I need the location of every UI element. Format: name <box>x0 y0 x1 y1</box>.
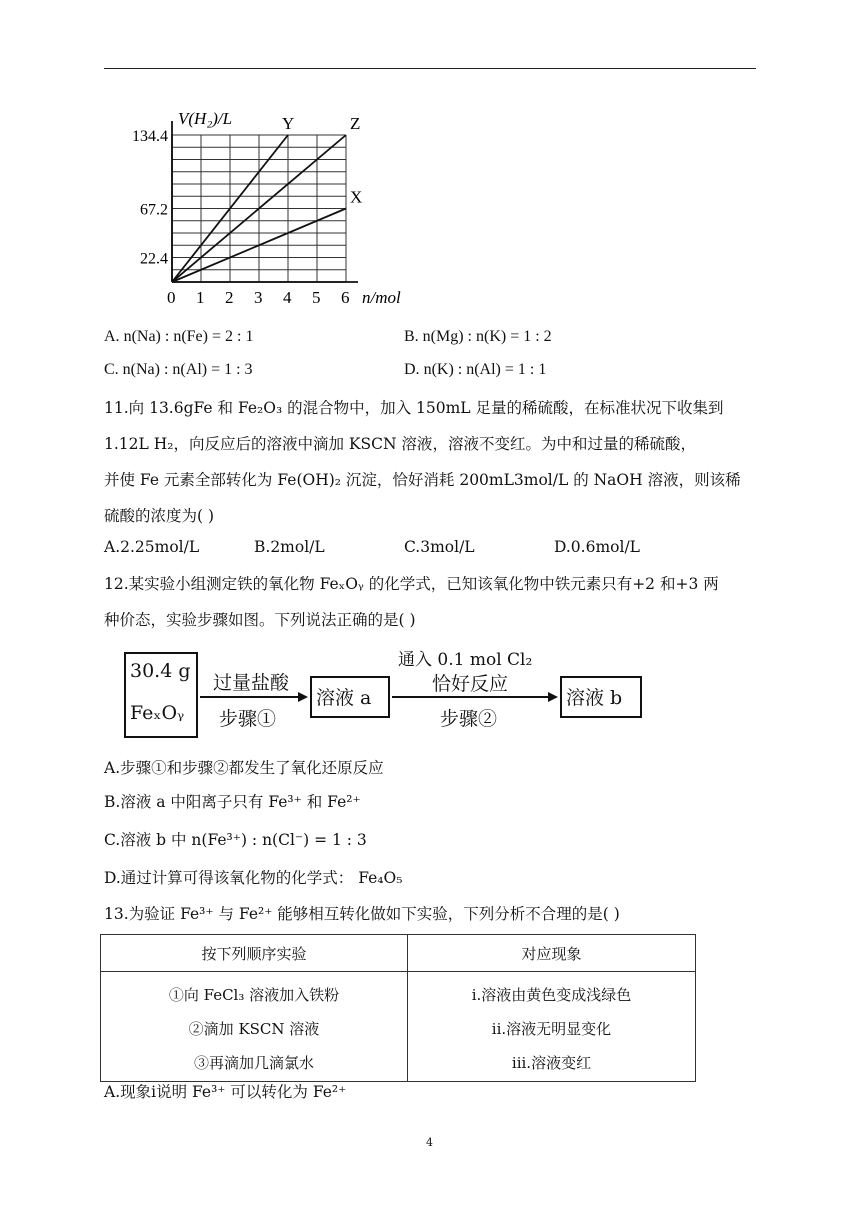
q13-phenomenon: ii.溶液无明显变化 <box>491 1020 612 1038</box>
q11-line2: 1.12L H₂，向反应后的溶液中滴加 KSCN 溶液，溶液不变红。为中和过量的稀硫酸， <box>104 435 696 453</box>
x-tick-label: 4 <box>283 288 292 307</box>
diagram-arrow1-step: 步骤① <box>219 708 277 730</box>
q11-option-a: A.2.25mol/L <box>104 538 200 556</box>
diagram-solution-b: 溶液 b <box>566 687 623 709</box>
q13-header-steps: 按下列顺序实验 <box>101 935 408 972</box>
q11-line3: 并使 Fe 元素全部转化为 Fe(OH)₂ 沉淀，恰好消耗 200mL3mol/L 的 NaOH 溶液，则该稀 <box>104 471 741 489</box>
q10-option-d-math: n(K) : n(Al) = 1 : 1 <box>423 361 547 378</box>
q10-option-c-math: n(Na) : n(Al) = 1 : 3 <box>122 361 253 378</box>
q13-phenomenon: iii.溶液变红 <box>511 1054 592 1072</box>
x-tick-label: 0 <box>167 288 176 307</box>
q10-option-a: A. n(Na) : n(Fe) = 2 : 1 <box>104 328 254 345</box>
diagram-arrow2-label1: 通入 0.1 mol Cl₂ <box>398 650 533 670</box>
y-tick-label: 22.4 <box>140 250 168 268</box>
diagram-arrow2-label2: 恰好反应 <box>432 673 509 695</box>
q10-option-a-math: n(Na) : n(Fe) = 2 : 1 <box>123 328 254 345</box>
q11-line1: 11.向 13.6gFe 和 Fe₂O₃ 的混合物中，加入 150mL 足量的稀硫酸，在标准状况下收集到 <box>104 399 724 417</box>
q11-line4: 硫酸的浓度为( ) <box>104 507 215 525</box>
q13-step: ②滴加 KSCN 溶液 <box>188 1020 320 1038</box>
diagram-solution-a: 溶液 a <box>316 687 372 709</box>
q11-option-d: D.0.6mol/L <box>554 538 640 556</box>
q12-option-d: D.通过计算可得该氧化物的化学式： Fe₄O₅ <box>104 869 403 887</box>
diagram-arrow2-step: 步骤② <box>440 708 498 730</box>
x-tick-label: 1 <box>196 288 205 307</box>
q13-phenomena-cell <box>407 972 695 1082</box>
q13-step: ①向 FeCl₃ 溶液加入铁粉 <box>168 986 340 1004</box>
series-label-Z: Z <box>350 114 361 133</box>
header-rule <box>104 68 756 69</box>
series-label-Y: Y <box>282 114 295 133</box>
x-tick-label: 5 <box>312 288 321 307</box>
q12-line1: 12.某实验小组测定铁的氧化物 FeₓOᵧ 的化学式，已知该氧化物中铁元素只有+2 和+3 两 <box>104 575 719 593</box>
y-tick-label: 67.2 <box>140 201 168 219</box>
diagram-arrow1-label: 过量盐酸 <box>213 672 290 694</box>
q10-option-d: D. n(K) : n(Al) = 1 : 1 <box>404 361 547 378</box>
q10-option-b: B. n(Mg) : n(K) = 1 : 2 <box>404 328 552 345</box>
page-number: 4 <box>426 1136 433 1149</box>
q13-stem: 13.为验证 Fe³⁺ 与 Fe²⁺ 能够相互转化做如下实验，下列分析不合理的是( ) <box>104 905 620 923</box>
q13-phenomenon: i.溶液由黄色变成浅绿色 <box>471 986 632 1004</box>
diagram-arrow2 <box>390 690 560 704</box>
h2-volume-chart <box>100 100 430 315</box>
q13-step: ③再滴加几滴氯水 <box>193 1054 314 1072</box>
q12-option-c: C.溶液 b 中 n(Fe³⁺) : n(Cl⁻) = 1 : 3 <box>104 831 367 849</box>
x-tick-label: 3 <box>254 288 263 307</box>
y-axis-label: V(H₂)/L <box>178 109 233 128</box>
series-label-X: X <box>350 187 363 207</box>
x-tick-label: 6 <box>341 288 350 307</box>
q13-table <box>100 934 696 1082</box>
q10-option-c: C. n(Na) : n(Al) = 1 : 3 <box>104 361 253 378</box>
q11-option-c: C.3mol/L <box>404 538 475 556</box>
x-tick-label: 2 <box>225 288 234 307</box>
x-axis-label: n/mol <box>362 288 401 307</box>
q13-option-a: A.现象i说明 Fe³⁺ 可以转化为 Fe²⁺ <box>104 1083 347 1101</box>
q11-option-b: B.2mol/L <box>254 538 325 556</box>
q13-steps-cell <box>101 972 408 1082</box>
diagram-oxide-mass: 30.4 g <box>130 660 191 682</box>
diagram-arrow1 <box>198 690 310 704</box>
q12-option-b: B.溶液 a 中阳离子只有 Fe³⁺ 和 Fe²⁺ <box>104 793 361 811</box>
q12-option-a: A.步骤①和步骤②都发生了氧化还原反应 <box>104 759 384 777</box>
q12-line2: 种价态，实验步骤如图。下列说法正确的是( ) <box>104 611 416 629</box>
y-tick-label: 134.4 <box>132 128 168 145</box>
q13-header-phenomena: 对应现象 <box>407 935 695 972</box>
q10-option-b-math: n(Mg) : n(K) = 1 : 2 <box>422 328 552 345</box>
diagram-oxide-formula: FeₓOᵧ <box>130 702 185 724</box>
